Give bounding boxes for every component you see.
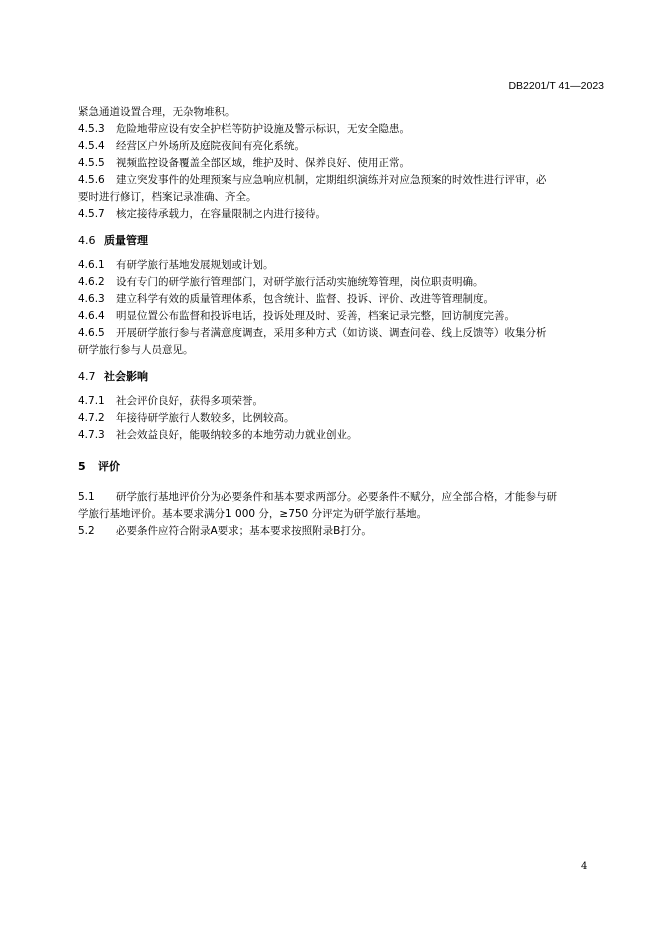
continuation-line: 紧急通道设置合理，无杂物堆积。 [78,106,236,118]
clause-4-5-3: 4.5.3 危险地带应设有安全护栏等防护设施及警示标识，无安全隐患。 [78,123,410,135]
page-body [78,104,604,540]
clause-4-6-4: 4.6.4 明显位置公布监督和投诉电话，投诉处理及时、妥善，档案记录完整，回访制度完善。 [78,310,515,322]
document-code: DB2201/T 41—2023 [508,80,604,92]
clause-4-6-1: 4.6.1 有研学旅行基地发展规划或计划。 [78,259,274,271]
section-heading-5: 5 评价 [78,460,120,473]
clause-4-5-7: 4.5.7 核定接待承载力，在容量限制之内进行接待。 [78,208,326,220]
clause-4-7-2: 4.7.2 年接待研学旅行人数较多，比例较高。 [78,412,295,424]
clause-4-7-3: 4.7.3 社会效益良好，能吸纳较多的本地劳动力就业创业。 [78,429,358,441]
clause-4-6-3: 4.6.3 建立科学有效的质量管理体系，包含统计、监督、投诉、评价、改进等管理制度。 [78,293,494,305]
section-heading-4-7: 4.7 社会影响 [78,370,148,383]
section-heading-4-6: 4.6 质量管理 [78,234,148,247]
clause-4-5-6-cont: 要时进行修订，档案记录准确、齐全。 [78,191,257,203]
clause-5-1: 5.1 研学旅行基地评价分为必要条件和基本要求两部分。必要条件不赋分，应全部合格，才能参与研 [78,491,557,503]
clause-4-5-6: 4.5.6 建立突发事件的处理预案与应急响应机制，定期组织演练并对应急预案的时效性进行评审，必 [78,174,547,186]
clause-4-7-1: 4.7.1 社会评价良好，获得多项荣誉。 [78,395,263,407]
clause-5-1-cont: 学旅行基地评价。基本要求满分1 000 分，≥750 分评定为研学旅行基地。 [78,508,428,520]
clause-4-6-5-cont: 研学旅行参与人员意见。 [78,344,194,356]
clause-4-5-4: 4.5.4 经营区户外场所及庭院夜间有亮化系统。 [78,140,305,152]
clause-5-2: 5.2 必要条件应符合附录A要求；基本要求按照附录B打分。 [78,525,372,537]
page-number: 4 [581,861,588,872]
clause-4-5-5: 4.5.5 视频监控设备覆盖全部区域，维护及时、保养良好、使用正常。 [78,157,410,169]
clause-4-6-2: 4.6.2 设有专门的研学旅行管理部门，对研学旅行活动实施统筹管理，岗位职责明确。 [78,276,484,288]
clause-4-6-5: 4.6.5 开展研学旅行参与者满意度调查，采用多种方式（如访谈、调查问卷、线上反馈等）收集分析 [78,327,547,339]
